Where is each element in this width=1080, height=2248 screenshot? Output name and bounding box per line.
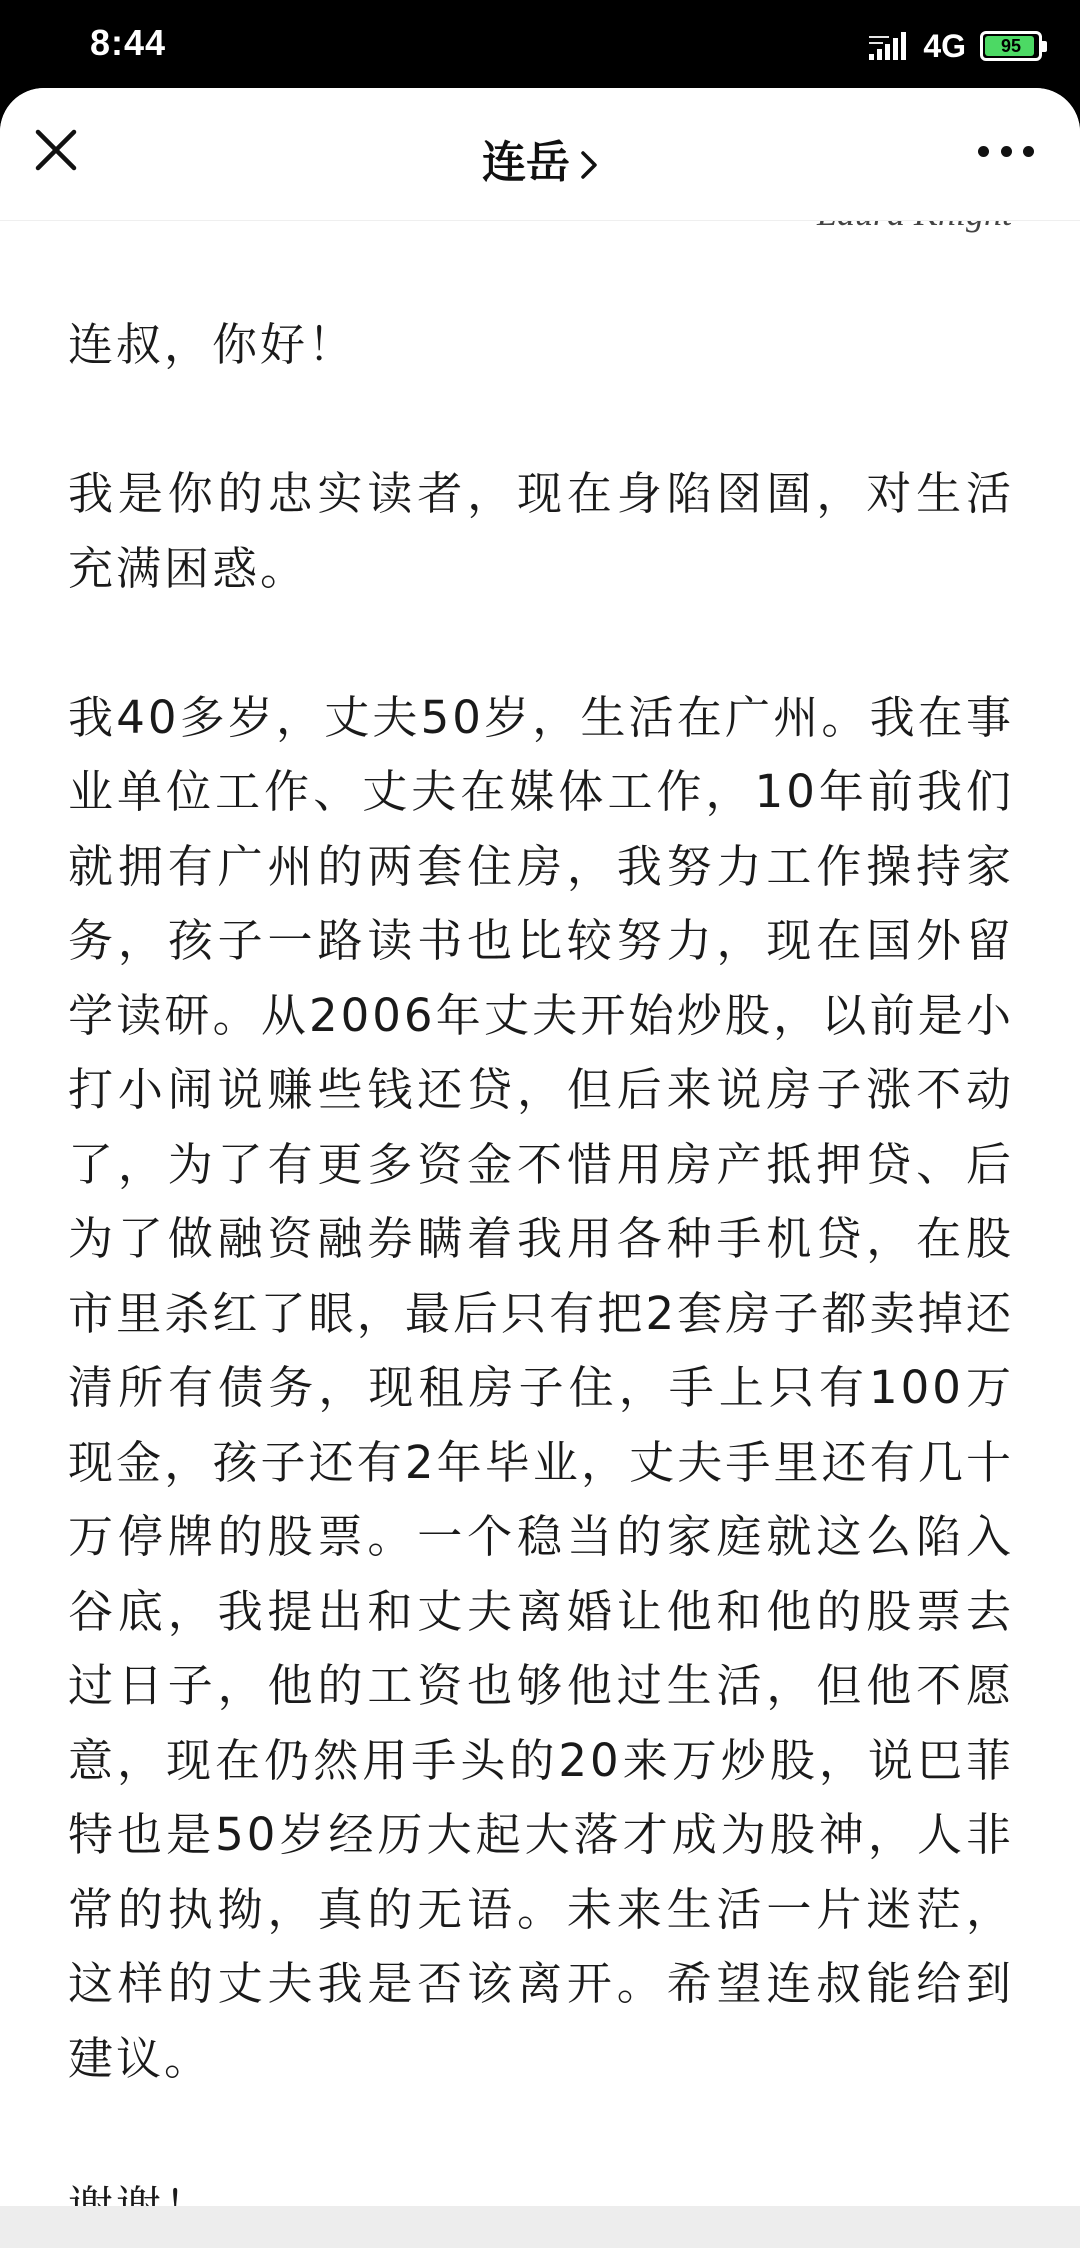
account-title[interactable] xyxy=(0,126,1080,190)
article-paragraph: 连叔，你好！ xyxy=(68,318,357,371)
more-dot xyxy=(1023,146,1034,157)
article-paragraph: 我是你的忠实读者，现在身陷囹圄，对生活充满困惑。 xyxy=(68,467,1014,595)
nav-bar xyxy=(0,88,1080,221)
chevron-right-icon xyxy=(580,150,598,180)
more-dot xyxy=(1001,146,1012,157)
signal-icon xyxy=(869,32,909,60)
status-time: 8:44 xyxy=(90,22,167,63)
article-body xyxy=(68,308,1014,2248)
article-paragraph: 我40多岁，丈夫50岁，生活在广州。我在事业单位工作、丈夫在媒体工作，10年前我们就拥有广州的两套住房，我努力工作操持家务，孩子一路读书也比较努力，现在国外留学读研。从2006年丈夫开始炒股，以前是小打小闹说赚些钱还贷，但后来说房子涨不动了，为了有更多资金不惜用房产抵押贷、后为了做融资融券瞒着我用各种手机贷，在股市里杀红了眼，最后只有把2套房子都卖掉还清所有债务，现租房子住，手上只有100万现金，孩子还有2年毕业，丈夫手里还有几十万停牌的股票。一个稳当的家庭就这么陷入谷底，我提出和丈夫离婚让他和他的股票去过日子，他的工资也够他过生活，但他不愿意，现在仍然用手头的20来万炒股，说巴菲特也是50岁经历大起大落才成为股神，人非常的执拗，真的无语。未来生活一片迷茫，这样的丈夫我是否该离开。希望连叔能给到建议。 xyxy=(68,690,1014,2085)
more-dot xyxy=(978,146,989,157)
account-name: 连岳 xyxy=(482,137,570,188)
battery-icon xyxy=(980,31,1042,61)
network-type-label: 4G xyxy=(923,27,966,64)
bottom-bar xyxy=(0,2206,1080,2248)
status-bar xyxy=(0,0,1080,95)
more-icon[interactable] xyxy=(978,144,1034,158)
article-content[interactable] xyxy=(0,88,1080,2248)
status-indicators xyxy=(869,26,1042,66)
battery-level: 95 xyxy=(1000,35,1022,56)
article-sheet xyxy=(0,88,1080,2248)
